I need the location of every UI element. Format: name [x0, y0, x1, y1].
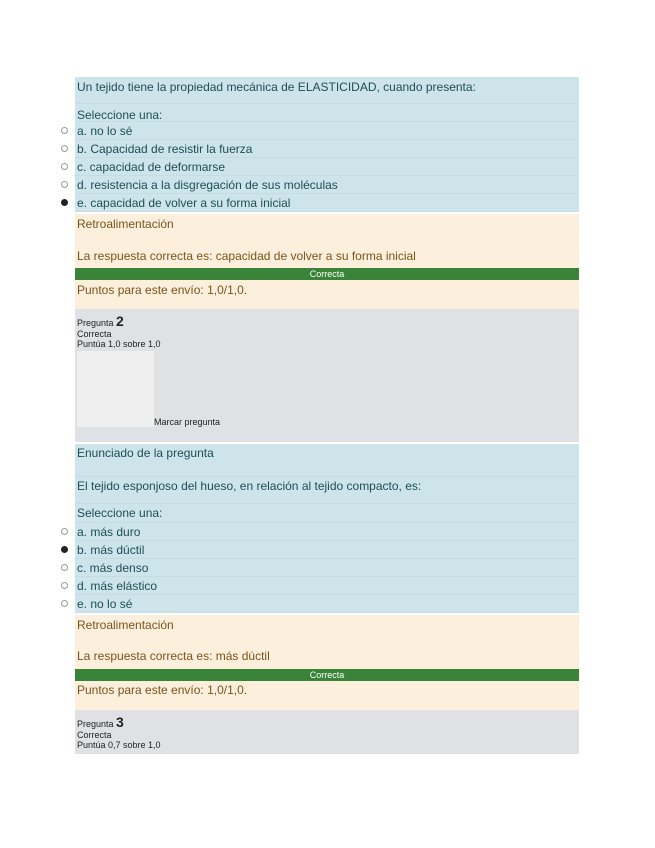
option-label: b. Capacidad de resistir la fuerza — [77, 142, 253, 156]
select-prompt: Seleccione una: — [75, 104, 579, 122]
answer-option[interactable] — [75, 559, 579, 577]
feedback-2 — [75, 615, 579, 710]
answer-option[interactable] — [75, 595, 579, 613]
answer-option[interactable] — [75, 194, 579, 212]
radio-button[interactable] — [58, 176, 71, 192]
option-label: d. más elástico — [77, 579, 158, 593]
question-label: Pregunta — [77, 318, 114, 328]
radio-button[interactable] — [58, 140, 71, 156]
feedback-title: Retroalimentación — [77, 217, 174, 231]
question-3-info — [75, 710, 579, 754]
radio-button[interactable] — [58, 158, 71, 174]
question-state: Correcta — [77, 329, 112, 339]
status-bar: Correcta — [75, 669, 579, 681]
points: Puntos para este envío: 1,0/1,0. — [77, 283, 248, 297]
option-label: d. resistencia a la disgregación de sus moléculas — [77, 178, 338, 192]
flag-question-link[interactable]: Marcar pregunta — [154, 417, 221, 427]
points: Puntos para este envío: 1,0/1,0. — [77, 683, 248, 697]
correct-answer: La respuesta correcta es: capacidad de volver a su forma inicial — [77, 249, 416, 263]
answer-option[interactable] — [75, 140, 579, 158]
radio-button[interactable] — [58, 541, 71, 557]
radio-button[interactable] — [58, 523, 71, 539]
question-2 — [75, 444, 579, 613]
option-label: c. más denso — [77, 561, 149, 575]
select-prompt: Seleccione una: — [75, 504, 579, 523]
feedback-1 — [75, 214, 579, 309]
answer-option[interactable] — [75, 541, 579, 559]
flag-icon[interactable] — [77, 351, 154, 427]
status-bar: Correcta — [75, 268, 579, 280]
feedback-title: Retroalimentación — [77, 618, 174, 632]
radio-button[interactable] — [58, 194, 71, 210]
correct-answer: La respuesta correcta es: más dúctil — [77, 649, 270, 663]
question-score: Puntúa 0,7 sobre 1,0 — [77, 740, 161, 750]
question-number: 2 — [116, 313, 124, 329]
radio-button[interactable] — [58, 595, 71, 611]
answer-option[interactable] — [75, 158, 579, 176]
question-state: Correcta — [77, 730, 112, 740]
question-1 — [75, 77, 579, 212]
option-label: e. no lo sé — [77, 597, 133, 611]
option-label: a. no lo sé — [77, 124, 133, 138]
option-label: e. capacidad de volver a su forma inicial — [77, 196, 291, 210]
radio-button[interactable] — [58, 577, 71, 593]
question-heading: Enunciado de la pregunta — [75, 444, 579, 477]
option-label: c. capacidad de deformarse — [77, 160, 226, 174]
question-number: 3 — [116, 714, 124, 730]
question-label: Pregunta — [77, 719, 114, 729]
answer-option[interactable] — [75, 176, 579, 194]
question-text: El tejido esponjoso del hueso, en relación al tejido compacto, es: — [75, 477, 579, 504]
option-label: b. más dúctil — [77, 543, 145, 557]
radio-button[interactable] — [58, 122, 71, 138]
answer-option[interactable] — [75, 577, 579, 595]
option-label: a. más duro — [77, 525, 141, 539]
question-text: Un tejido tiene la propiedad mecánica de ELASTICIDAD, cuando presenta: — [75, 77, 579, 104]
question-score: Puntúa 1,0 sobre 1,0 — [77, 339, 161, 349]
answer-option[interactable] — [75, 122, 579, 140]
answer-option[interactable] — [75, 523, 579, 541]
question-2-info — [75, 309, 579, 442]
quiz-review — [75, 77, 579, 754]
radio-button[interactable] — [58, 559, 71, 575]
